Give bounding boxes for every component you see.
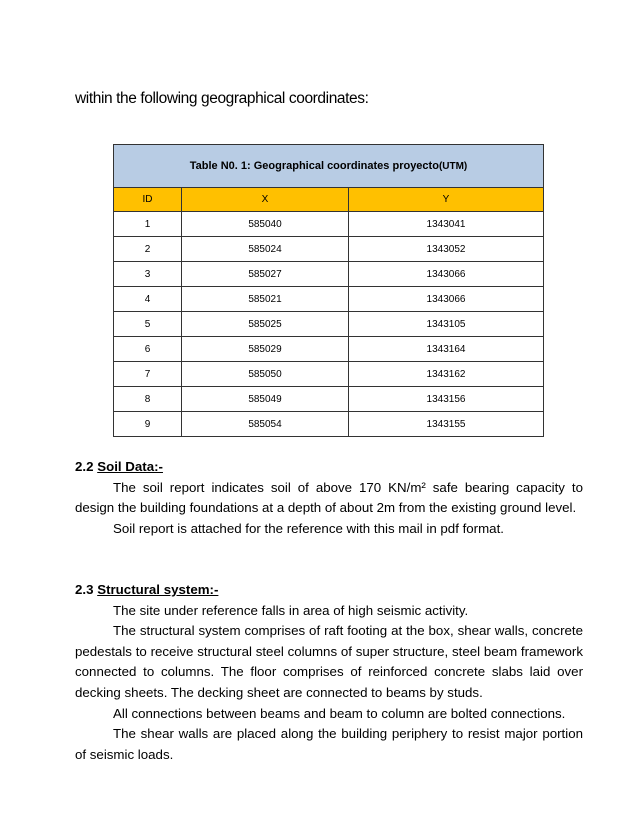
soil-paragraph-2: Soil report is attached for the reference with this mail in pdf format.	[113, 520, 504, 536]
cell-y: 1343105	[349, 312, 544, 337]
table-row	[114, 337, 544, 362]
table-row	[114, 387, 544, 412]
header-y: Y	[349, 188, 544, 212]
cell-id: 4	[114, 287, 182, 312]
cell-y: 1343041	[349, 212, 544, 237]
structural-paragraph-2: The structural system comprises of raft footing at the box, shear walls, concrete pedestals to receive structural steel columns of super structure, steel beam framework connected to columns. The floor comprises of reinforced concrete slabs laid over decking sheets. The decking sheet are connected to beams by studs.	[75, 623, 583, 700]
cell-y: 1343156	[349, 387, 544, 412]
header-x: X	[182, 188, 349, 212]
structural-paragraph-3: All connections between beams and beam to column are bolted connections.	[113, 705, 566, 721]
table-row	[114, 287, 544, 312]
cell-id: 6	[114, 337, 182, 362]
cell-x: 585054	[182, 412, 349, 437]
cell-id: 7	[114, 362, 182, 387]
cell-y: 1343162	[349, 362, 544, 387]
cell-id: 3	[114, 262, 182, 287]
table-row	[114, 362, 544, 387]
cell-y: 1343066	[349, 262, 544, 287]
table-header-row	[114, 188, 544, 212]
table-row	[114, 237, 544, 262]
cell-x: 585049	[182, 387, 349, 412]
soil-paragraph-1: The soil report indicates soil of above 170 KN/m² safe bearing capacity to design the building foundations at a depth of about 2m from the existing ground level.	[75, 479, 583, 516]
table-caption-suffix: (UTM)	[438, 161, 468, 172]
table-row	[114, 412, 544, 437]
structural-paragraph-4: The shear walls are placed along the building periphery to resist major portion of seismic loads.	[75, 726, 583, 762]
header-id: ID	[114, 188, 182, 212]
cell-y: 1343066	[349, 287, 544, 312]
intro-text: within the following geographical coordinates:	[75, 90, 369, 107]
table-row	[114, 262, 544, 287]
table-row	[114, 312, 544, 337]
cell-x: 585029	[182, 337, 349, 362]
cell-id: 8	[114, 387, 182, 412]
structural-system-section	[75, 580, 583, 765]
soil-data-section	[75, 457, 583, 539]
structural-heading: 2.3 Structural system:-	[75, 582, 219, 597]
cell-x: 585050	[182, 362, 349, 387]
cell-id: 5	[114, 312, 182, 337]
cell-x: 585021	[182, 287, 349, 312]
cell-y: 1343155	[349, 412, 544, 437]
table-caption	[114, 145, 544, 188]
cell-y: 1343164	[349, 337, 544, 362]
cell-x: 585027	[182, 262, 349, 287]
cell-y: 1343052	[349, 237, 544, 262]
cell-x: 585040	[182, 212, 349, 237]
cell-x: 585025	[182, 312, 349, 337]
table-row	[114, 212, 544, 237]
cell-id: 1	[114, 212, 182, 237]
table-caption-text: Table N0. 1: Geographical coordinates proyecto	[189, 160, 439, 172]
cell-x: 585024	[182, 237, 349, 262]
cell-id: 9	[114, 412, 182, 437]
soil-data-heading: 2.2 Soil Data:-	[75, 459, 163, 474]
cell-id: 2	[114, 237, 182, 262]
coordinates-table	[113, 144, 544, 437]
structural-paragraph-1: The site under reference falls in area of high seismic activity.	[113, 602, 469, 618]
